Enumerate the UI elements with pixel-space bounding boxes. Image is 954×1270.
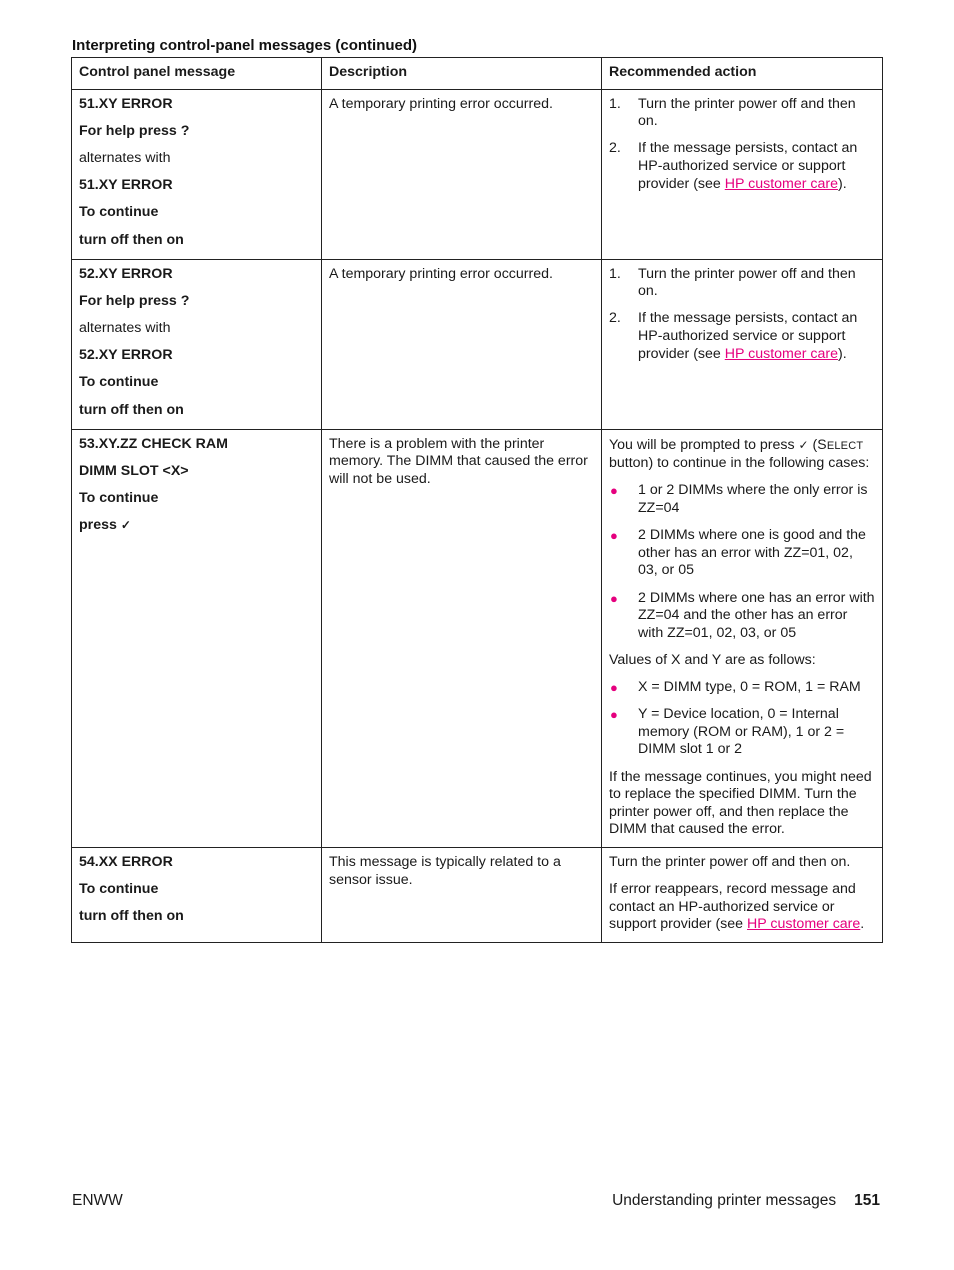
page-number: 151 — [854, 1192, 880, 1209]
hp-customer-care-link[interactable]: HP customer care — [724, 175, 839, 192]
action-text: Turn the printer power off and then on. — [609, 854, 851, 871]
step-text: If the message persists, contact an HP-authorized service or support provider (see — [638, 310, 858, 362]
table-header-row — [72, 58, 883, 90]
header-control-panel-message: Control panel message — [72, 58, 322, 90]
step-number: 2. — [609, 140, 621, 157]
action-text — [609, 881, 875, 934]
message-cell — [72, 259, 322, 429]
list-item — [609, 310, 875, 363]
description-cell — [322, 848, 602, 943]
bullet-dot-icon: ● — [610, 483, 618, 499]
message-line: turn off then on — [79, 231, 184, 248]
list-item — [609, 706, 875, 759]
footer-section — [612, 1192, 880, 1210]
header-description: Description — [322, 58, 602, 90]
action-steps — [609, 96, 875, 194]
action-cell — [602, 89, 883, 259]
message-line: 52.XY ERROR — [79, 265, 173, 282]
message-line: alternates with — [79, 319, 171, 336]
select-key-label: SELECT — [817, 435, 864, 452]
description-text: A temporary printing error occurred. — [329, 95, 553, 112]
message-line: 53.XY.ZZ CHECK RAM — [79, 435, 228, 452]
action-steps — [609, 266, 875, 364]
hp-customer-care-link[interactable]: HP customer care — [747, 916, 861, 933]
bullet-dot-icon: ● — [610, 707, 618, 723]
description-cell — [322, 259, 602, 429]
action-cell — [602, 259, 883, 429]
header-recommended-action: Recommended action — [602, 58, 883, 90]
footer-enww: ENWW — [72, 1192, 123, 1209]
messages-table — [71, 57, 883, 943]
message-line: 51.XY ERROR — [79, 95, 173, 112]
message-line: To continue — [79, 881, 159, 898]
bullet-dot-icon: ● — [610, 528, 618, 544]
description-cell — [322, 89, 602, 259]
description-text: A temporary printing error occurred. — [329, 265, 553, 282]
message-line — [79, 517, 314, 535]
message-line: 54.XX ERROR — [79, 854, 173, 871]
value-text: Y = Device location, 0 = Internal memory (ROM or RAM), 1 or 2 = DIMM slot 1 or 2 — [638, 706, 845, 758]
message-line: For help press ? — [79, 122, 190, 139]
case-text: 2 DIMMs where one is good and the other has an error with ZZ=01, 02, 03, or 05 — [638, 527, 866, 579]
table-row-54-xx-error — [72, 848, 883, 943]
action-intro: You will be prompted to press ✓ (SELECT button) to continue in the following cases: — [609, 435, 870, 472]
values-list — [609, 679, 875, 759]
action-text-main: If error reappears, record message and contact an HP-authorized service or support provider (see — [609, 881, 856, 933]
message-cell — [72, 848, 322, 943]
bullet-dot-icon: ● — [610, 680, 618, 696]
cases-list — [609, 482, 875, 642]
bullet-dot-icon: ● — [610, 590, 618, 606]
list-item — [609, 140, 875, 193]
table-row-51-xy-error — [72, 89, 883, 259]
footer-section-title: Understanding printer messages — [612, 1192, 837, 1209]
message-cell — [72, 89, 322, 259]
list-item — [609, 590, 875, 643]
hp-customer-care-link[interactable]: HP customer care — [724, 345, 839, 362]
list-item — [609, 679, 875, 697]
checkmark-icon: ✓ — [798, 437, 809, 452]
step-text: If the message persists, contact an HP-authorized service or support provider (see — [638, 140, 858, 192]
message-line: To continue — [79, 204, 159, 221]
list-item — [609, 266, 875, 301]
case-text: 1 or 2 DIMMs where the only error is ZZ=04 — [638, 482, 868, 516]
step-text-after: ). — [838, 345, 847, 362]
message-line: 51.XY ERROR — [79, 177, 173, 194]
list-item — [609, 96, 875, 131]
description-cell — [322, 429, 602, 847]
description-text: There is a problem with the printer memory. The DIMM that caused the error will not be used. — [329, 435, 588, 487]
checkmark-icon: ✓ — [120, 518, 131, 533]
values-intro: Values of X and Y are as follows: — [609, 651, 816, 668]
message-line: turn off then on — [79, 401, 184, 418]
step-text: Turn the printer power off and then on. — [638, 95, 856, 130]
closing-text: If the message continues, you might need to replace the specified DIMM. Turn the printer power off, and then replace the DIMM that caused the error. — [609, 768, 872, 838]
message-line: To continue — [79, 489, 159, 506]
description-text: This message is typically related to a sensor issue. — [329, 854, 561, 888]
list-item — [609, 527, 875, 580]
step-text-after: ). — [838, 175, 847, 192]
action-cell — [602, 429, 883, 847]
table-row-53-check-ram — [72, 429, 883, 847]
step-number: 2. — [609, 310, 621, 327]
value-text: X = DIMM type, 0 = ROM, 1 = RAM — [638, 679, 861, 696]
step-text: Turn the printer power off and then on. — [638, 265, 856, 300]
select-key-rest: ELECT — [826, 439, 864, 452]
intro-text: You will be prompted to press — [609, 436, 799, 453]
message-text: press — [79, 517, 117, 534]
message-line: alternates with — [79, 149, 171, 166]
message-line: For help press ? — [79, 292, 190, 309]
table-caption: Interpreting control-panel messages (continued) — [72, 37, 418, 54]
message-line: To continue — [79, 374, 159, 391]
message-line: 52.XY ERROR — [79, 347, 173, 364]
case-text: 2 DIMMs where one has an error with ZZ=04 and the other has an error with ZZ=01, 02, 03, or 05 — [638, 589, 875, 641]
intro-text-end: button) to continue in the following cases: — [609, 455, 870, 472]
message-cell — [72, 429, 322, 847]
action-text-after: . — [860, 916, 865, 933]
table-row-52-xy-error — [72, 259, 883, 429]
list-item — [609, 482, 875, 517]
action-cell — [602, 848, 883, 943]
message-line: turn off then on — [79, 908, 184, 925]
step-number: 1. — [609, 95, 621, 112]
message-line: DIMM SLOT <X> — [79, 462, 189, 479]
step-number: 1. — [609, 265, 621, 282]
